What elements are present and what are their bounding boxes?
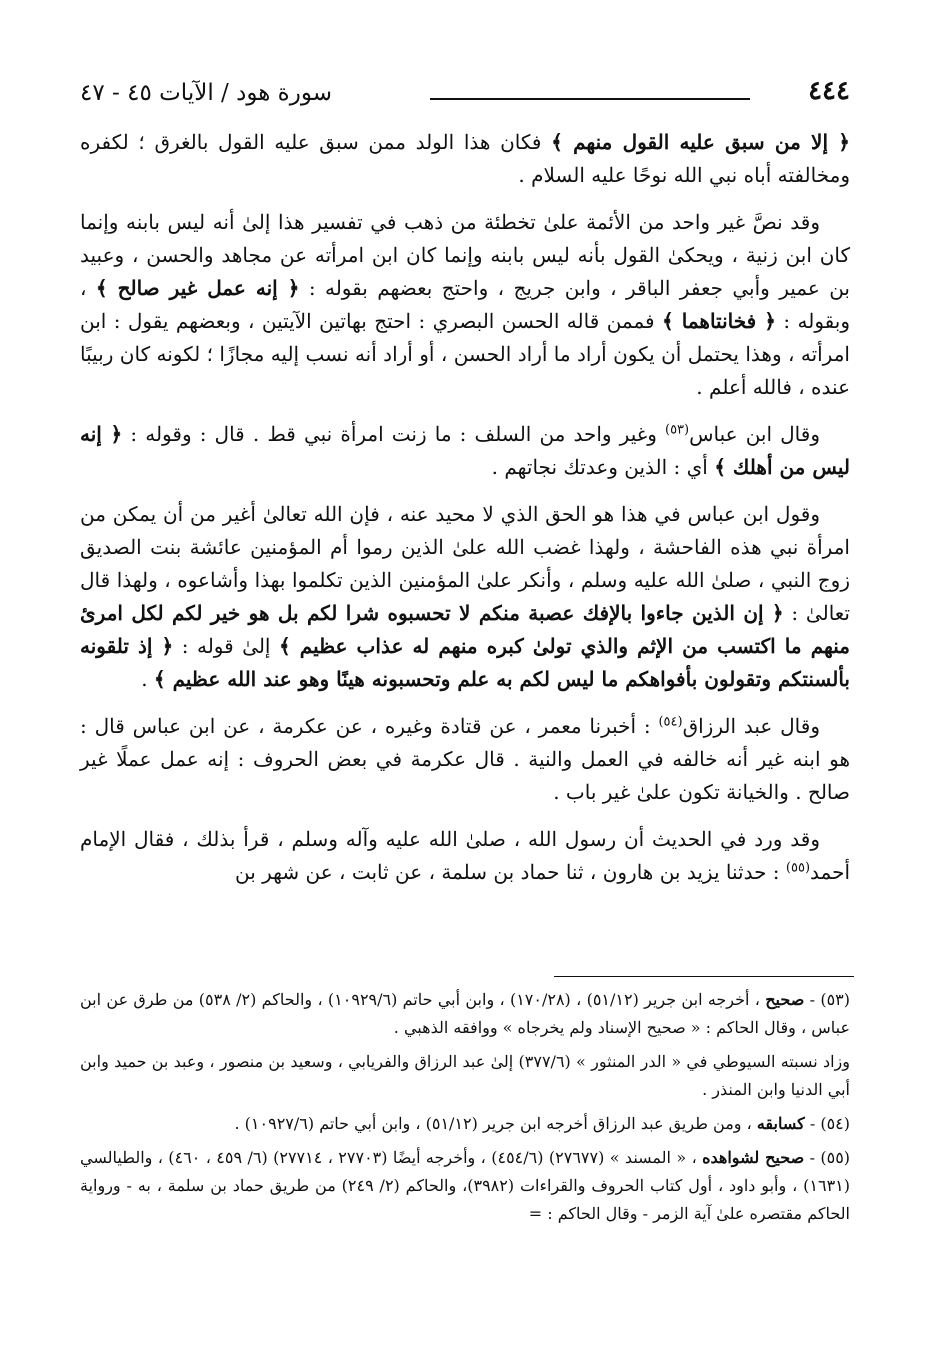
text-run: وغير واحد من السلف : ما زنت امرأة نبي قط . قال : وقوله : [122, 422, 665, 446]
emphasized-text: ﴿ إنه عمل غير صالح ﴾ [95, 276, 300, 300]
paragraph [80, 710, 850, 809]
paragraph [80, 823, 850, 889]
footnote [80, 1048, 850, 1104]
emphasized-text: ﴿ إلا من سبق عليه القول منهم ﴾ [551, 130, 850, 154]
text-run: (٥٤) - [804, 1114, 850, 1133]
main-text [80, 126, 850, 903]
emphasized-text: كسابقه [756, 1114, 805, 1133]
page-number: ٤٤٤ [808, 76, 850, 106]
text-run: . [141, 667, 154, 691]
text-run: ، ومن طريق عبد الرزاق أخرجه ابن جرير (٥١/١٢) ، وابن أبي حاتم (١٠٩٢٧/٦) . [234, 1114, 757, 1133]
text-run: وقد ورد في الحديث أن رسول الله ، صلىٰ الله عليه وآله وسلم ، قرأ بذلك ، فقال الإمام أحمد [80, 827, 850, 884]
text-run: وقال ابن عباس [689, 422, 820, 446]
text-run: فممن قاله الحسن البصري : احتج بهاتين الآيتين ، وبعضهم يقول : ابن امرأته ، وهذا يحتمل أن يكون أراد ما أراد الحسن ، أو أراد أنه نسب إليه مجازًا ؛ لكونه كان ربيبًا عنده ، فالله أعلم . [80, 309, 850, 399]
text-run: فكان هذا الولد ممن سبق عليه القول بالغرق ؛ لكفره ومخالفته أباه نبي الله نوحًا عليه السلام . [80, 130, 850, 187]
footnotes [80, 986, 850, 1234]
paragraph [80, 126, 850, 192]
text-run: ، وبقوله : [80, 276, 850, 333]
text-run: (٥٣) - [804, 990, 850, 1009]
text-run: : أخبرنا معمر ، عن قتادة وغيره ، عن عكرمة ، عن ابن عباس قال : هو ابنه غير أنه خالفه في العمل والنية . قال عكرمة في بعض الحروف : إنه عمل عملًا غير صالح . والخيانة تكون علىٰ غير باب . [80, 714, 850, 804]
text-run: وقول ابن عباس في هذا هو الحق الذي لا محيد عنه ، فإن الله تعالىٰ أغير من أن يمكن من امرأة نبي هذه الفاحشة ، ولهذا غضب الله علىٰ الذين رموا أم المؤمنين عائشة بنت الصديق زوج النبي ، صلىٰ الله عليه وسلم ، وأنكر علىٰ المؤمنين الذين تكلموا بهذا وأشاعوه ، ولهذا قال تعالىٰ : [80, 502, 851, 625]
emphasized-text: ﴿ إن الذين جاءوا بالإفك عصبة منكم لا تحسبوه شرا لكم بل هو خير لكم لكل امرئ منهم ما اكتسب من الإثم والذي تولىٰ كبره منهم له عذاب عظيم ﴾ [80, 601, 850, 658]
running-header [80, 76, 850, 116]
text-run: أي : الذين وعدتك نجاتهم . [491, 455, 715, 479]
footnote-ref: (٥٥) [785, 860, 811, 876]
paragraph [80, 498, 850, 696]
text-run: ، أخرجه ابن جرير (٥١/١٢) ، (١٧٠/٢٨) ، وابن أبي حاتم (١٠٩٢٩/٦) ، والحاكم (٢/ ٥٣٨) من طرق عن ابن عباس ، وقال الحاكم : « صحيح الإسناد ولم يخرجاه » ووافقه الذهبي . [80, 990, 850, 1037]
header-rule [430, 98, 750, 100]
emphasized-text: صحيح لشواهده [702, 1148, 805, 1167]
emphasized-text: ﴿ إنه ليس من أهلك ﴾ [80, 422, 850, 479]
emphasized-text: ﴿ فخانتاهما ﴾ [662, 309, 776, 333]
footnote-ref: (٥٣) [664, 422, 690, 438]
paragraph [80, 418, 850, 484]
emphasized-text: صحيح [765, 990, 805, 1009]
text-run: ، « المسند » (٢٧٦٧٧) (٤٥٤/٦) ، وأخرجه أيضًا (٢٧٧٠٣ ، ٢٧٧١٤) (٦/ ٤٥٩ ، ٤٦٠) ، والطيالسي (١٦٣١) ، وأبو داود ، أول كتاب الحروف والقراءات (٣٩٨٢)، والحاكم (٢/ ٢٤٩) من طريق حماد بن سلمة ، به - ورواية الحاكم مقتصره علىٰ آية الزمر - وقال الحاكم : = [80, 1148, 850, 1223]
paragraph [80, 206, 850, 404]
footnote-separator [554, 976, 854, 977]
text-run: (٥٥) - [804, 1148, 851, 1167]
text-run: إلىٰ قوله : [173, 634, 279, 658]
footnote [80, 986, 850, 1042]
text-run: وزاد نسبته السيوطي في « الدر المنثور » (٣٧٧/٦) إلىٰ عبد الرزاق والفريابي ، وسعيد بن منصور ، وعبد بن حميد وابن أبي الدنيا وابن المنذر . [80, 1052, 850, 1099]
footnote [80, 1144, 850, 1228]
text-run: وقد نصَّ غير واحد من الأئمة علىٰ تخطئة من ذهب في تفسير هذا إلىٰ أنه ليس بابنه وإنما كان ابن زنية ، ويحكىٰ القول بأنه ليس بابنه وإنما كان ابن امرأته عن مجاهد والحسن ، وعبيد بن عمير وأبي جعفر الباقر ، وابن جريج ، واحتج بعضهم بقوله : [80, 210, 850, 300]
text-run: : حدثنا يزيد بن هارون ، ثنا حماد بن سلمة ، عن ثابت ، عن شهر بن [234, 860, 786, 884]
header-title: سورة هود / الآيات ٤٥ - ٤٧ [80, 80, 332, 106]
footnote [80, 1110, 850, 1138]
footnote-ref: (٥٤) [658, 714, 683, 730]
text-run: وقال عبد الرزاق [682, 714, 820, 738]
emphasized-text: ﴿ إذ تلقونه بألسنتكم وتقولون بأفواهكم ما ليس لكم به علم وتحسبونه هينًا وهو عند الله عظيم ﴾ [80, 634, 850, 691]
